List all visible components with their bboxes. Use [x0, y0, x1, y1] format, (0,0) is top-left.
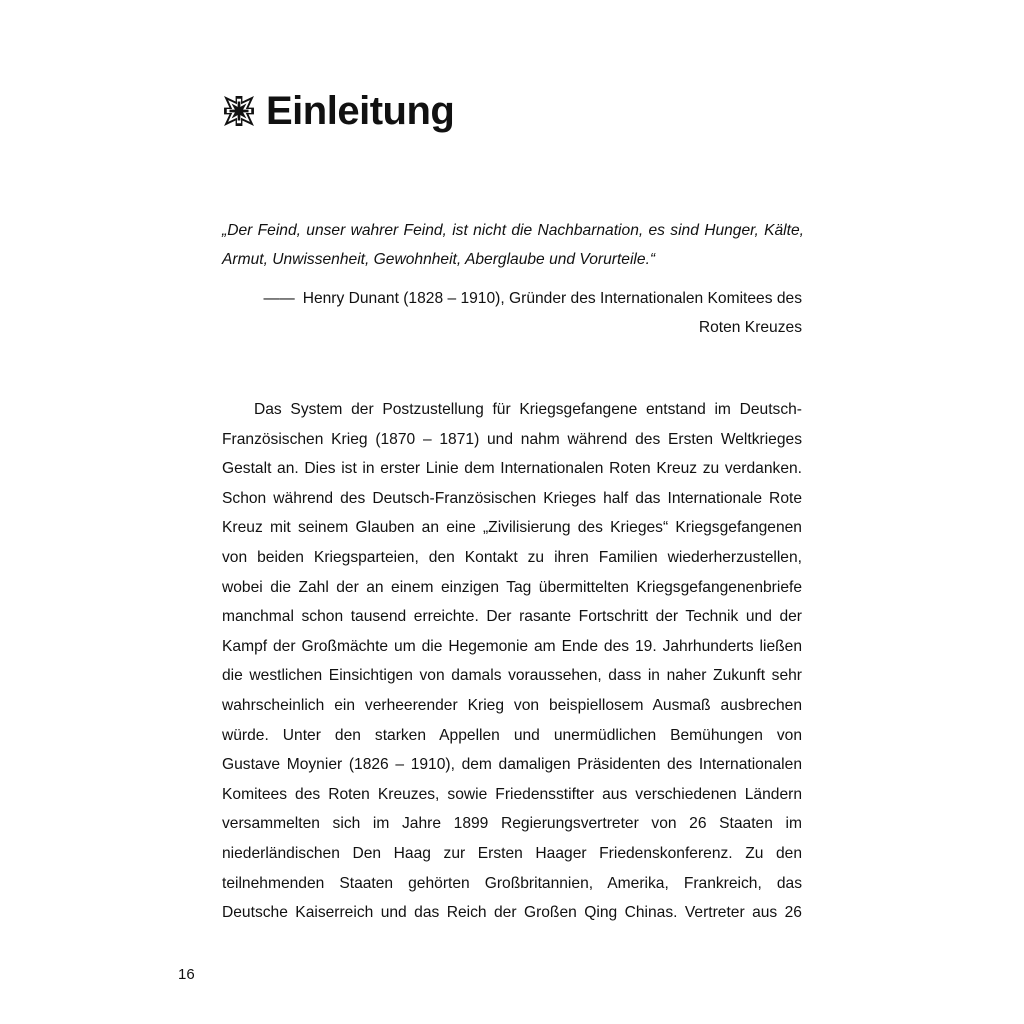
body-line: Französischen Krieg (1870 – 1871) und nahm während des Ersten Weltkrieges	[222, 430, 802, 448]
chapter-heading	[222, 88, 454, 134]
body-paragraph	[222, 395, 802, 928]
attribution-line-1	[252, 284, 802, 313]
epigraph-quote: „Der Feind, unser wahrer Feind, ist nicht die Nachbarnation, es sind Hunger, Kälte, Armut, Unwissenheit, Gewohnheit, Aberglaube und Vorurteile.“	[222, 222, 804, 268]
epigraph-attribution	[252, 284, 802, 342]
attribution-dash: ——	[263, 290, 295, 307]
body-line: Das System der Postzustellung für Kriegsgefangene entstand im Deutsch-	[254, 401, 802, 418]
body-line: Gestalt an. Dies ist in erster Linie dem Internationalen Roten Kreuz zu verdanken.	[222, 460, 802, 478]
body-line: teilnehmenden Staaten gehörten Großbritannien, Amerika, Frankreich, das	[222, 874, 802, 892]
body-line: Kreuz mit seinem Glauben an eine „Zivilisierung des Krieges“ Kriegsgefangenen	[222, 519, 802, 537]
attribution-line-2: Roten Kreuzes	[698, 319, 802, 336]
body-line: Gustave Moynier (1826 – 1910), dem damaligen Präsidenten des Internationalen	[222, 756, 802, 774]
body-line: wahrscheinlich ein verheerender Krieg von beispiellosem Ausmaß ausbrechen	[222, 696, 802, 714]
body-line: niederländischen Den Haag zur Ersten Haager Friedenskonferenz. Zu den	[222, 844, 802, 862]
iron-cross-icon	[222, 94, 256, 128]
page-title: Einleitung	[266, 89, 455, 133]
body-line: Schon während des Deutsch-Französischen Krieges half das Internationale Rote	[222, 489, 802, 507]
attribution-text-1: Henry Dunant (1828 – 1910), Gründer des Internationalen Komitees des	[302, 290, 802, 307]
body-line: von beiden Kriegsparteien, den Kontakt zu ihren Familien wiederherzustellen,	[222, 548, 802, 566]
page-number: 16	[178, 966, 195, 983]
body-line: die westlichen Einsichtigen von damals voraussehen, dass in naher Zukunft sehr	[222, 667, 802, 685]
body-line: versammelten sich im Jahre 1899 Regierungsvertreter von 26 Staaten im	[222, 815, 802, 833]
body-line: Komitees des Roten Kreuzes, sowie Friedensstifter aus verschiedenen Ländern	[222, 785, 802, 803]
body-line: Deutsche Kaiserreich und das Reich der Großen Qing Chinas. Vertreter aus 26	[222, 904, 802, 922]
body-line: manchmal schon tausend erreichte. Der rasante Fortschritt der Technik und der	[222, 608, 802, 626]
body-line: Kampf der Großmächte um die Hegemonie am Ende des 19. Jahrhunderts ließen	[222, 637, 802, 655]
body-line: wobei die Zahl der an einem einzigen Tag übermittelten Kriegsgefangenenbriefe	[222, 578, 802, 596]
body-line: würde. Unter den starken Appellen und unermüdlichen Bemühungen von	[222, 726, 802, 744]
